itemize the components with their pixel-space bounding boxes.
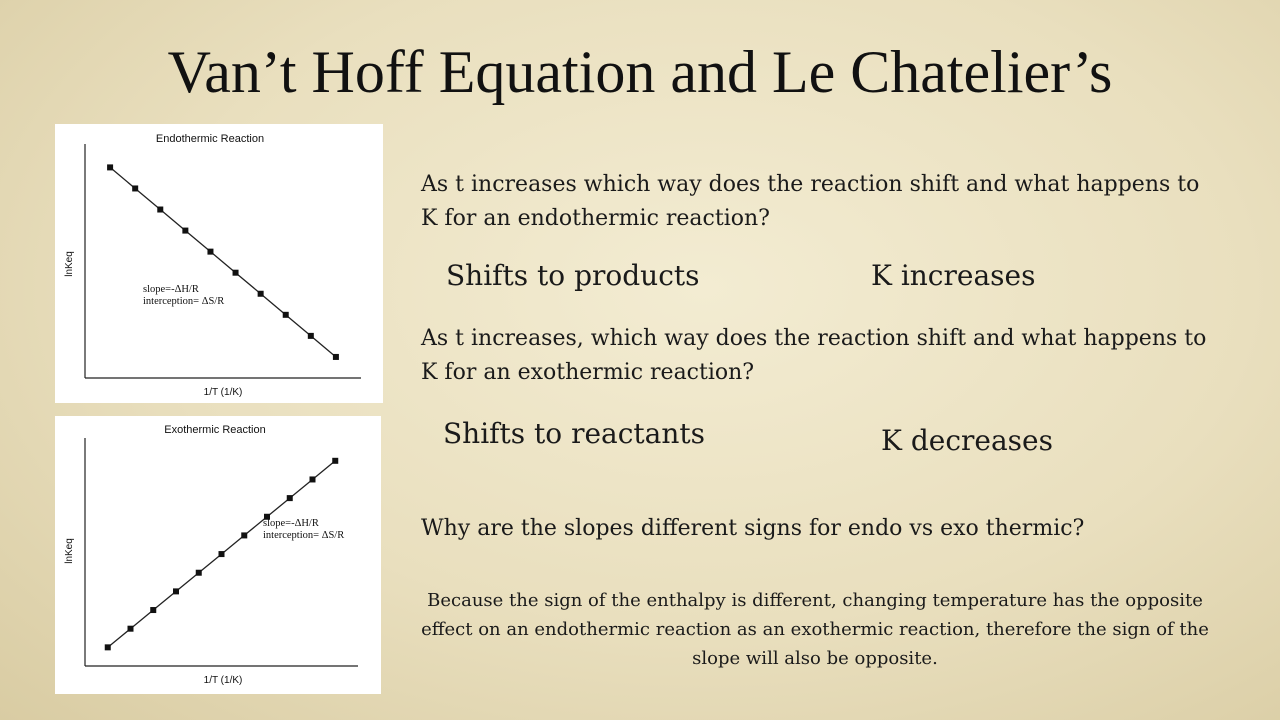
endothermic-chart-svg: [55, 124, 383, 403]
data-point: [219, 551, 225, 557]
y-axis-label: lnKeq: [64, 538, 75, 564]
answer-exothermic-k: K decreases: [881, 424, 1053, 457]
data-point: [105, 644, 111, 650]
data-point: [333, 354, 339, 360]
chart-annotation: interception= ΔS/R: [263, 530, 345, 541]
data-point: [107, 164, 113, 170]
data-point: [132, 185, 138, 191]
data-point: [332, 458, 338, 464]
answer-endothermic-k: K increases: [871, 259, 1036, 292]
data-point: [258, 291, 264, 297]
x-axis-label: 1/T (1/K): [203, 387, 243, 398]
data-point: [287, 495, 293, 501]
chart-annotation: slope=-ΔH/R: [263, 518, 319, 529]
data-point: [150, 607, 156, 613]
x-axis-label: 1/T (1/K): [203, 675, 243, 686]
slide-title: Van’t Hoff Equation and Le Chatelier’s: [167, 39, 1113, 105]
data-point: [173, 588, 179, 594]
data-point: [233, 270, 239, 276]
data-point: [196, 570, 202, 576]
data-point: [310, 476, 316, 482]
data-point: [128, 626, 134, 632]
answer-exothermic-shift: Shifts to reactants: [443, 417, 705, 450]
chart-annotation: slope=-ΔH/R: [143, 284, 199, 295]
series-line: [110, 167, 336, 357]
question-endothermic: As t increases which way does the reaction shift and what happens to K for an endothermic reaction?: [421, 172, 1200, 231]
data-point: [283, 312, 289, 318]
explanation-text: Because the sign of the enthalpy is different, changing temperature has the opposite effect on an endothermic reaction as an exothermic reaction, therefore the sign of the slope will also be opposite.: [421, 590, 1209, 669]
data-point: [308, 333, 314, 339]
data-point: [241, 532, 247, 538]
chart-title: Endothermic Reaction: [155, 133, 265, 145]
data-point: [207, 249, 213, 255]
question-exothermic: As t increases, which way does the reaction shift and what happens to K for an exothermic reaction?: [421, 326, 1207, 385]
data-point: [182, 228, 188, 234]
chart-annotation: interception= ΔS/R: [143, 296, 225, 307]
data-point: [157, 207, 163, 213]
question-slope-sign: Why are the slopes different signs for endo vs exo thermic?: [421, 516, 1085, 541]
chart-title: Exothermic Reaction: [164, 424, 266, 436]
exothermic-chart: [55, 416, 381, 694]
exothermic-chart-svg: [55, 416, 381, 694]
endothermic-chart: [55, 124, 383, 403]
answer-endothermic-shift: Shifts to products: [446, 259, 700, 292]
y-axis-label: lnKeq: [64, 251, 75, 277]
